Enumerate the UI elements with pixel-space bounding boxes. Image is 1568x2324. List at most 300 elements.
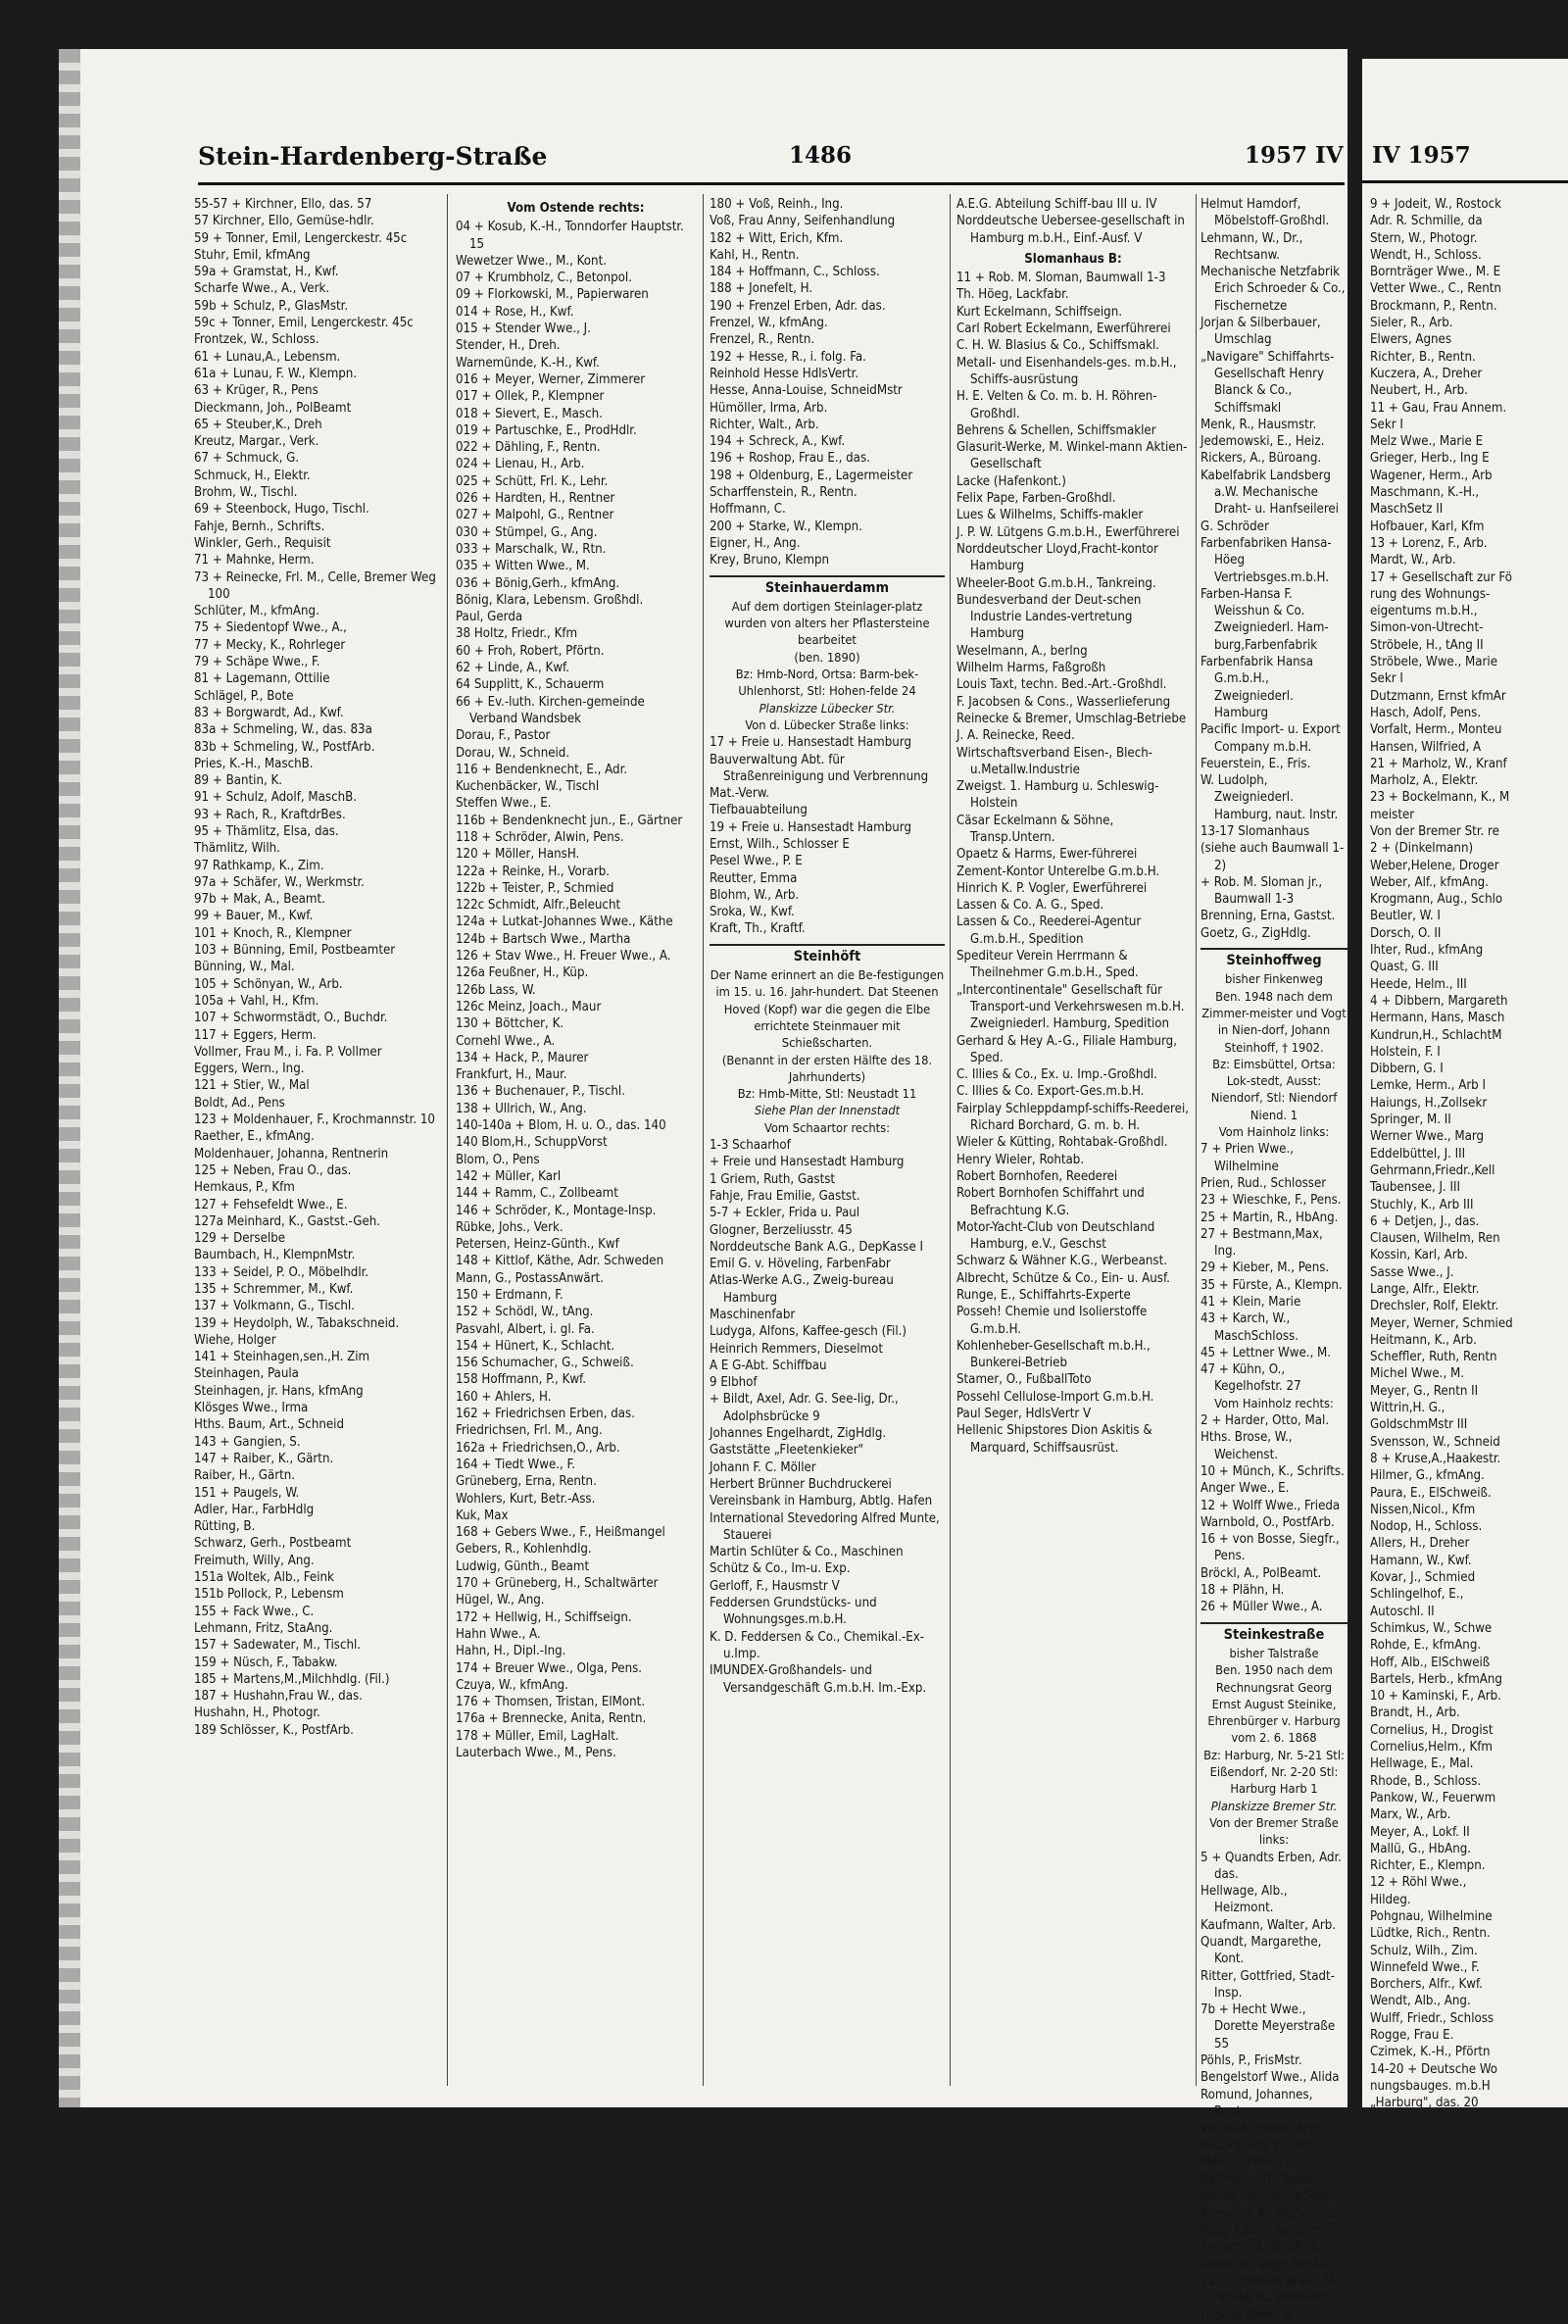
directory-entry: Dorau, W., Schneid. <box>456 745 570 761</box>
directory-entry: Opaetz & Harms, Ewer-führerei <box>956 847 1138 863</box>
directory-entry: Weber,Helene, Droger <box>1370 858 1499 873</box>
directory-entry: Hofbauer, Karl, Kfm <box>1370 519 1485 534</box>
directory-entry: Mardt, W., Arb. <box>1370 553 1456 569</box>
directory-entry: Bünning, W., Mal. <box>194 960 295 975</box>
directory-entry: 47 + Kühn, O., Kegelhofstr. 27 <box>1200 1362 1301 1395</box>
directory-entry: Schwarz, Gerh., Postbeamt <box>194 1536 352 1552</box>
directory-entry: Hellwage, E., Mal. <box>1370 1756 1474 1772</box>
directory-entry: H. E. Velten & Co. m. b. H. Röhren-Großhdl. <box>956 389 1157 421</box>
directory-entry: Helmut Hamdorf, Möbelstoff-Großhdl. <box>1200 197 1330 229</box>
directory-entry: Kreutz, Margar., Verk. <box>194 434 319 450</box>
directory-entry: F. Jacobsen & Cons., Wasserlieferung <box>956 694 1171 710</box>
directory-entry: Scharffenstein, R., Rentn. <box>710 485 858 501</box>
directory-entry: 5 + Quandts Erben, Adr. das. <box>1200 1850 1342 1882</box>
directory-entry: 83 + Borgwardt, Ad., Kwf. <box>194 705 344 720</box>
directory-entry: Sasse Wwe., J. <box>1370 1264 1454 1280</box>
directory-entry: 126c Meinz, Joach., Maur <box>456 999 602 1014</box>
directory-entry: 174 + Breuer Wwe., Olga, Pens. <box>456 1660 643 1676</box>
directory-entry: Nissen,Nicol., Kfm <box>1370 1502 1476 1517</box>
directory-entry: 9 Elbhof <box>710 1375 758 1391</box>
directory-entry: 2 + (Dinkelmann) <box>1370 841 1474 857</box>
directory-entry: eigentums m.b.H., <box>1370 604 1478 619</box>
directory-entry: Von der Bremer Str. re <box>1370 823 1499 839</box>
directory-entry: Lehmann, W., Dr., Rechtsanw. <box>1200 230 1303 263</box>
directory-entry: 99 + Bauer, M., Kwf. <box>194 909 314 924</box>
directory-entry: 10 + Münch, K., Schrifts. <box>1200 1463 1345 1479</box>
directory-entry: 196 + Roshop, Frau E., das. <box>710 451 870 467</box>
directory-entry: Farben-Hansa F. Weisshun & Co. Zweigniederl. Ham-burg,Farbenfabrik <box>1200 586 1329 653</box>
street-note: Siehe Plan der Innenstadt <box>754 1104 901 1119</box>
directory-entry: Stuhr, Emil, kfmAng <box>194 247 311 263</box>
directory-entry: Brohm, W., Tischl. <box>194 485 298 501</box>
directory-entry: Pöhls, P., FrisMstr. <box>1200 2053 1302 2069</box>
street-note: Bz: Hmb-Nord, Ortsa: Barm-bek-Uhlenhorst, Stl: Hohen-felde 24 <box>735 668 919 700</box>
directory-entry: 184 + Hoffmann, C., Schloss. <box>710 265 880 280</box>
directory-entry: 55-57 + Kirchner, Ello, das. 57 <box>194 197 372 212</box>
directory-entry: Atlas-Werke A.G., Zweig-bureau Hamburg <box>710 1273 894 1306</box>
directory-entry: Hamann, W., Kwf. <box>1370 1553 1472 1568</box>
directory-entry: Brenning, Erna, Gastst. <box>1200 909 1336 924</box>
directory-entry: 81 + Lagemann, Ottilie <box>194 671 330 687</box>
directory-entry: 61 + Lunau,A., Lebensm. <box>194 349 341 365</box>
facing-year-volume: IV 1957 <box>1372 142 1471 169</box>
directory-entry: Sekr I <box>1370 417 1403 432</box>
directory-entry: 63 + Krüger, R., Pens <box>194 383 318 399</box>
directory-entry: 126a Feußner, H., Küp. <box>456 965 589 981</box>
directory-entry: 159 + Nüsch, F., Tabakw. <box>194 1655 338 1670</box>
directory-entry: Louis Taxt, techn. Bed.-Art.-Großhdl. <box>956 677 1167 693</box>
directory-entry: Th. Höeg, Lackfabr. <box>956 287 1069 303</box>
directory-entry: Lüdtke, Rich., Rentn. <box>1370 1926 1491 1942</box>
directory-entry: 2 + Harder, Otto, Mal. <box>1200 1413 1330 1429</box>
directory-entry: C. Illies & Co. Export-Ges.m.b.H. <box>956 1084 1145 1100</box>
street-note: Vom Hainholz rechts: <box>1214 1396 1334 1411</box>
directory-entry: 200 + Starke, W., Klempn. <box>710 519 862 534</box>
directory-entry: Meyer, A., Lokf. II <box>1370 1824 1470 1840</box>
directory-entry: 18 + Plähn, H. <box>1200 1583 1285 1599</box>
directory-entry: 190 + Frenzel Erben, Adr. das. <box>710 298 886 314</box>
directory-entry: Kuchenbäcker, W., Tischl <box>456 779 600 795</box>
directory-entry: Mann, G., PostassAnwärt. <box>456 1270 604 1286</box>
directory-entry: Ernst, Wilh., Schlosser E <box>710 836 850 852</box>
directory-entry: 152 + Schödl, W., tAng. <box>456 1305 594 1320</box>
directory-entry: Wewetzer Wwe., M., Kont. <box>456 253 607 269</box>
directory-entry: 7a + Schmille Wwe., M. <box>1200 2273 1339 2289</box>
directory-entry: Rohde, E., kfmAng. <box>1370 1638 1482 1654</box>
directory-entry: 024 + Lienau, H., Arb. <box>456 457 585 472</box>
directory-entry: 64 Supplitt, K., Schauerm <box>456 677 605 693</box>
directory-entry: Clausen, Wilhelm, Ren <box>1370 1231 1500 1247</box>
header-rule <box>198 182 1345 185</box>
street-section-heading: Steinhöft <box>710 944 945 965</box>
directory-entry: 143 + Gangien, S. <box>194 1434 301 1450</box>
page-binding-edge <box>59 49 80 2107</box>
directory-entry: 09 + Florkowski, M., Papierwaren <box>456 287 649 303</box>
directory-entry: Menk, R., Hausmstr. <box>1200 417 1317 432</box>
directory-entry: Rütting, B. <box>194 1519 256 1535</box>
directory-entry: Michel Wwe., M. <box>1370 1366 1464 1382</box>
directory-entry: Gaststätte „Fleetenkieker" <box>710 1443 864 1459</box>
directory-entry: 11 + Rob. M. Sloman, Baumwall 1-3 <box>956 271 1166 286</box>
directory-entry: 176 + Thomsen, Tristan, ElMont. <box>456 1695 646 1710</box>
directory-entry: Lange, Alfr., Elektr. <box>1370 1282 1480 1297</box>
directory-entry: Maschinenfabr <box>710 1308 796 1322</box>
directory-entry: Runge, E., Schiffahrts-Experte <box>956 1288 1131 1303</box>
directory-entry: 79 + Schäpe Wwe., F. <box>194 655 320 670</box>
directory-entry: Kaufmann, Walter, Arb. <box>1200 1917 1337 1933</box>
directory-entry: rung des Wohnungs- <box>1370 586 1491 602</box>
directory-entry: Pacific Import- u. Export Company m.b.H. <box>1200 722 1341 755</box>
directory-entry: Robert Bornhofen, Reederei <box>956 1168 1118 1184</box>
directory-entry: nungsbauges. m.b.H <box>1370 2078 1491 2094</box>
directory-entry: 162 + Friedrichsen Erben, das. <box>456 1407 635 1422</box>
directory-entry: 13-17 Slomanhaus <box>1200 823 1310 839</box>
directory-entry: 157 + Sadewater, M., Tischl. <box>194 1638 362 1654</box>
directory-entry: Hinrich K. P. Vogler, Ewerführerei <box>956 880 1148 896</box>
directory-entry: 45 + Lettner Wwe., M. <box>1200 1345 1332 1360</box>
directory-entry: 124a + Lutkat-Johannes Wwe., Käthe <box>456 915 673 930</box>
facing-header-rule <box>1362 180 1568 183</box>
directory-entry: Motor-Yacht-Club von Deutschland Hamburg, e.V., Geschst <box>956 1219 1155 1253</box>
directory-entry: 017 + Ollek, P., Klempner <box>456 389 605 405</box>
directory-entry: Friedrichsen, Frl. M., Ang. <box>456 1423 603 1439</box>
directory-entry: Klug, Adam, Rentner <box>1200 2223 1321 2239</box>
directory-entry: Schlägel, P., Bote <box>194 688 294 704</box>
directory-entry: Pries, K.-H., MaschB. <box>194 756 314 771</box>
directory-entry: 59a + Gramstat, H., Kwf. <box>194 265 339 280</box>
directory-entry: 151a Woltek, Alb., Feink <box>194 1570 334 1586</box>
directory-entry: Beutler, W. I <box>1370 909 1441 924</box>
directory-entry: Emil G. v. Höveling, FarbenFabr <box>710 1257 891 1272</box>
directory-entry: Schütz & Co., Im-u. Exp. <box>710 1561 851 1577</box>
directory-column-5 <box>1200 196 1348 2323</box>
directory-entry: Vorfalt, Herm., Monteu <box>1370 722 1502 738</box>
directory-entry: Wieler & Kütting, Rohtabak-Großhdl. <box>956 1135 1168 1151</box>
directory-entry: Wheeler-Boot G.m.b.H., Tankreing. <box>956 575 1156 591</box>
directory-entry: Raether, E., kfmAng. <box>194 1129 315 1145</box>
street-section-heading: Steinhauerdamm <box>710 575 945 597</box>
directory-entry: Dieckmann, Joh., PolBeamt <box>194 400 352 416</box>
directory-entry: Marx, W., Arb. <box>1370 1807 1451 1823</box>
directory-entry: 1 Griem, Ruth, Gastst <box>710 1171 836 1187</box>
directory-entry: 116b + Bendenknecht jun., E., Gärtner <box>456 813 683 828</box>
directory-entry: 127 + Fehsefeldt Wwe., E. <box>194 1197 348 1212</box>
directory-entry: Boldt, Ad., Pens <box>194 1095 285 1111</box>
directory-entry: Ihter, Rud., kfmAng <box>1370 943 1484 959</box>
directory-entry: 151b Pollock, P., Lebensm <box>194 1587 344 1603</box>
facing-directory-column <box>1370 196 1566 2111</box>
directory-entry: Martin Schlüter & Co., Maschinen <box>710 1545 904 1560</box>
directory-entry: Felix Pape, Farben-Großhdl. <box>956 491 1116 507</box>
directory-entry: 150 + Erdmann, F. <box>456 1288 564 1303</box>
directory-page <box>59 49 1348 2323</box>
directory-entry: 126 + Stav Wwe., H. Freuer Wwe., A. <box>456 949 671 964</box>
directory-entry: 030 + Stümpel, G., Ang. <box>456 524 598 540</box>
street-section-heading: Steinkestraße <box>1200 1622 1348 1644</box>
column-divider <box>447 194 448 2086</box>
directory-entry: Schlüter, M., kfmAng. <box>194 604 319 619</box>
directory-entry: Hoffmann, C. <box>710 502 786 518</box>
directory-entry: 156 Schumacher, G., Schweiß. <box>456 1356 634 1371</box>
directory-entry: Mat.-Verw. <box>710 786 769 802</box>
directory-entry: 015 + Stender Wwe., J. <box>456 321 591 337</box>
directory-entry: Lassen & Co., Reederei-Agentur G.m.b.H., Spedition <box>956 915 1142 947</box>
directory-entry: Bornträger Wwe., M. E <box>1370 265 1501 280</box>
directory-entry: Eigner, H., Ang. <box>710 535 801 551</box>
street-note: Ben. 1948 nach dem Zimmer-meister und Vogt in Nien-dorf, Johann Steinhoff, † 1902. <box>1201 989 1347 1056</box>
directory-entry: Hildeg. <box>1370 1892 1411 1907</box>
directory-entry: Maschmann, K.-H., <box>1370 485 1480 501</box>
street-note: Ben. 1950 nach dem Rechnungsrat Georg Ernst August Steinike, Ehrenbürger v. Harburg vom 2. 6. 1868 <box>1207 1663 1341 1747</box>
directory-entry: Schmuck, H., Elektr. <box>194 468 311 483</box>
directory-entry: Mandel Wwe., F. <box>1200 2154 1295 2170</box>
directory-entry: Klösges Wwe., Irma <box>194 1401 309 1416</box>
subsection-heading: Slomanhaus B: <box>1024 251 1122 267</box>
directory-entry: 83b + Schmeling, W., PostfArb. <box>194 739 375 755</box>
directory-entry: 16 + von Bosse, Siegfr., Pens. <box>1200 1532 1340 1564</box>
street-note: Auf dem dortigen Steinlager-platz wurden von alters her Pflastersteine bearbeitet <box>724 599 930 649</box>
directory-entry: Melz Wwe., Marie E <box>1370 434 1484 450</box>
directory-entry: Czimek, K.-H., Pförtn <box>1370 2045 1491 2060</box>
directory-column-2 <box>456 196 696 2088</box>
directory-entry: Norddeutsche Uebersee-gesellschaft in Hamburg m.b.H., Einf.-Ausf. V <box>956 214 1185 246</box>
directory-entry: Heede, Helm., III <box>1370 976 1467 992</box>
directory-entry: Stern, W., Photogr. <box>1370 230 1478 246</box>
directory-entry: Schulz, Wilh., Zim. <box>1370 1943 1478 1958</box>
directory-column-1 <box>194 196 439 2088</box>
directory-entry: K. D. Feddersen & Co., Chemikal.-Ex-u.Imp. <box>710 1629 925 1661</box>
directory-entry: Thämlitz, Wilh. <box>194 841 280 857</box>
street-note: (ben. 1890) <box>794 650 860 666</box>
directory-entry: 91 + Schulz, Adolf, MaschB. <box>194 790 358 806</box>
directory-entry: Spediteur Verein Herrmann & Theilnehmer G.m.b.H., Sped. <box>956 949 1139 981</box>
directory-entry: 07 + Krumbholz, C., Betonpol. <box>456 271 632 286</box>
directory-entry: 14-20 + Deutsche Wo <box>1370 2061 1498 2077</box>
directory-entry: Dorsch, O. II <box>1370 925 1442 941</box>
street-note: Planskizze Bremer Str. <box>1210 1799 1338 1814</box>
directory-entry: Neubert, H., Arb. <box>1370 383 1468 399</box>
directory-entry: (siehe auch Baumwall 1-2) <box>1200 841 1345 873</box>
directory-entry: Ströbele, H., tAng II <box>1370 637 1484 653</box>
directory-entry: Steffen Wwe., E. <box>456 796 552 812</box>
directory-entry: 89 + Bantin, K. <box>194 773 283 789</box>
directory-entry: 23 + Wieschke, F., Pens. <box>1200 1193 1342 1209</box>
directory-entry: Petersen, Heinz-Günth., Kwf <box>456 1237 619 1253</box>
directory-entry: Vetter Wwe., C., Rentn <box>1370 281 1501 297</box>
directory-entry: 141 + Steinhagen,sen.,H. Zim <box>194 1350 370 1365</box>
directory-entry: 43 + Karch, W., MaschSchloss. <box>1200 1311 1298 1344</box>
directory-entry: Kuk, Max <box>456 1508 509 1523</box>
directory-entry: Quast, G. III <box>1370 960 1439 975</box>
directory-entry: Wohlers, Kurt, Betr.-Ass. <box>456 1491 596 1507</box>
directory-entry: 1-3 Schaarhof <box>710 1138 791 1154</box>
directory-entry: Cornehl Wwe., A. <box>456 1033 556 1049</box>
directory-entry: Tiefbauabteilung <box>710 803 808 818</box>
directory-entry: Scheffler, Ruth, Rentn <box>1370 1350 1497 1365</box>
directory-entry: Brockmann, P., Rentn. <box>1370 298 1497 314</box>
directory-entry: Raiber, H., Gärtn. <box>194 1468 296 1484</box>
directory-entry: Pesel Wwe., P. E <box>710 854 803 869</box>
directory-entry: Posseh! Chemie und Isolierstoffe G.m.b.H. <box>956 1305 1148 1337</box>
directory-entry: 97 Rathkamp, K., Zim. <box>194 858 324 873</box>
directory-entry: 13 + Lorenz, F., Arb. <box>1370 535 1488 551</box>
directory-entry: Norddeutsche Bank A.G., DepKasse I <box>710 1239 924 1255</box>
directory-entry: Zement-Kontor Unterelbe G.m.b.H. <box>956 864 1160 879</box>
directory-entry: Baumbach, H., KlempnMstr. <box>194 1248 356 1263</box>
directory-entry: Winnefeld Wwe., F. <box>1370 1959 1480 1975</box>
street-note: Von d. Lübecker Straße links: <box>745 717 909 733</box>
directory-entry: Meyer, Werner, Schmied <box>1370 1315 1513 1331</box>
directory-entry: 118 + Schröder, Alwin, Pens. <box>456 829 624 845</box>
directory-entry: Paul, Gerda <box>456 610 523 625</box>
directory-entry: „Harburg", das. 20 <box>1370 2096 1479 2111</box>
directory-entry: Lacke (Hafenkont.) <box>956 473 1066 489</box>
column-divider <box>703 194 704 2086</box>
directory-entry: Hahn Wwe., A. <box>456 1626 541 1642</box>
directory-entry: 133 + Seidel, P. O., Möbelhdlr. <box>194 1264 369 1280</box>
directory-entry: 23 + Bockelmann, K., M <box>1370 790 1510 806</box>
directory-entry: Anger Wwe., E. <box>1200 1481 1290 1497</box>
directory-entry: Hths. Brose, W., Weichenst. <box>1200 1430 1293 1462</box>
directory-entry: Johann F. C. Möller <box>710 1459 816 1475</box>
directory-entry: 7 + Prien Wwe., Wilhelmine <box>1200 1142 1294 1174</box>
directory-entry: 107 + Schwormstädt, O., Buchdr. <box>194 1011 388 1026</box>
directory-entry: Wirtschaftsverband Eisen-, Blech- u.Metallw.Industrie <box>956 745 1153 777</box>
directory-entry: 121 + Stier, W., Mal <box>194 1078 310 1094</box>
directory-entry: Pasvahl, Albert, i. gl. Fa. <box>456 1321 595 1337</box>
directory-entry: Bengelstorf Wwe., Alida <box>1200 2070 1340 2086</box>
directory-entry: Kahl, H., Rentn. <box>710 247 800 263</box>
directory-entry: 164 + Tiedt Wwe., F. <box>456 1457 576 1472</box>
directory-entry: Kossin, Karl, Arb. <box>1370 1248 1468 1263</box>
directory-entry: Steinhagen, jr. Hans, kfmAng <box>194 1383 364 1399</box>
directory-entry: 105a + Vahl, H., Kfm. <box>194 993 319 1009</box>
directory-entry: Schmille, R., BkBeamt. <box>1200 2291 1333 2306</box>
directory-entry: Stuchly, K., Arb III <box>1370 1197 1474 1212</box>
directory-entry: 25 + Martin, R., HbAng. <box>1200 1210 1339 1225</box>
street-note: Bz: Eimsbüttel, Ortsa: Lok-stedt, Ausst: Niendorf, Stl: Niendorf Niend. 1 <box>1210 1057 1338 1123</box>
directory-entry: Carl Robert Eckelmann, Ewerführerei <box>956 321 1171 337</box>
directory-entry: Gehrmann,Friedr.,Kell <box>1370 1162 1495 1178</box>
directory-entry: Adr. R. Schmille, da <box>1370 214 1483 229</box>
subsection-heading: Vom Ostende rechts: <box>507 201 645 216</box>
street-note: Bz: Harburg, Nr. 5-21 Stl: Eißendorf, Nr. 2-20 Stl: Harburg Harb 1 <box>1203 1748 1345 1798</box>
directory-entry: Taubensee, J. III <box>1370 1180 1461 1196</box>
directory-entry: 136 + Buchenauer, P., Tischl. <box>456 1084 625 1100</box>
directory-entry: 187 + Hushahn,Frau W., das. <box>194 1689 363 1705</box>
directory-entry: Henry Wieler, Rohtab. <box>956 1152 1085 1167</box>
directory-entry: Blohm, W., Arb. <box>710 887 800 903</box>
directory-entry: 59 + Tonner, Emil, Lengerckestr. 45c <box>194 230 408 246</box>
directory-entry: Kabelfabrik Landsberg a.W. Mechanische Draht- u. Hanfseilerei <box>1200 468 1340 518</box>
directory-entry: W. Ludolph, Zweigniederl. Hamburg, naut. Instr. <box>1200 773 1339 822</box>
directory-entry: Reinhold Hesse HdlsVertr. <box>710 366 859 381</box>
directory-entry: Lauterbach Wwe., M., Pens. <box>456 1746 616 1761</box>
directory-entry: Mechanische Netzfabrik Erich Schroeder & Co., Fischernetze <box>1200 265 1346 314</box>
directory-entry: Johannes Engelhardt, ZigHdlg. <box>710 1426 887 1442</box>
directory-entry: Weselmann, A., berlng <box>956 643 1088 659</box>
directory-entry: Norddeutscher Lloyd,Fracht-kontor Hamburg <box>956 541 1158 574</box>
directory-entry: 129 + Derselbe <box>194 1231 286 1247</box>
directory-entry: 21 + Marholz, W., Kranf <box>1370 756 1507 771</box>
directory-entry: Romund, Johannes, Rentn. <box>1200 2087 1313 2119</box>
directory-entry: 77 + Mecky, K., Rohrleger <box>194 637 346 653</box>
directory-entry: 4 + Dibbern, Margareth <box>1370 993 1508 1009</box>
directory-entry: IMUNDEX-Großhandels- und Versandgeschäft G.m.b.H. Im.-Exp. <box>710 1663 927 1696</box>
directory-entry: 122c Schmidt, Alfr.,Beleucht <box>456 898 621 914</box>
directory-entry: Bröckl, A., PolBeamt. <box>1200 1565 1322 1581</box>
directory-entry: Fahje, Frau Emilie, Gastst. <box>710 1188 860 1204</box>
directory-entry: 105 + Schönyan, W., Arb. <box>194 976 343 992</box>
directory-entry: 189 Schlösser, K., PostfArb. <box>194 1722 354 1738</box>
directory-entry: Kovar, J., Schmied <box>1370 1570 1476 1586</box>
directory-entry: Lemke, Herm., Arb I <box>1370 1078 1486 1094</box>
facing-page <box>1362 59 1568 2111</box>
directory-entry: 29 + Kieber, M., Pens. <box>1200 1261 1330 1276</box>
directory-entry: Goetz, G., ZigHdlg. <box>1200 925 1311 941</box>
directory-entry: Rickers, A., Büroang. <box>1200 451 1322 467</box>
directory-entry: Drechsler, Rolf, Elektr. <box>1370 1299 1499 1314</box>
directory-entry: 93 + Rach, R., KraftdrBes. <box>194 807 346 822</box>
directory-entry: Lockau Wwe., S. <box>1200 2307 1296 2323</box>
directory-entry: 014 + Rose, H., Kwf. <box>456 304 574 320</box>
directory-entry: 127a Meinhard, K., Gastst.-Geh. <box>194 1213 381 1229</box>
directory-entry: „Navigare" Schiffahrts-Gesellschaft Henry Blanck & Co., Schiffsmakl <box>1200 349 1335 416</box>
directory-entry: Richter, Walt., Arb. <box>710 417 819 432</box>
directory-entry: 61a + Lunau, F. W., Klempn. <box>194 366 358 381</box>
directory-entry: Cäsar Eckelmann & Söhne, Transp.Untern. <box>956 813 1114 845</box>
year-volume: 1957 IV <box>1245 142 1344 169</box>
street-note: Vom Schaartor rechts: <box>763 1120 891 1136</box>
directory-entry: Hahn, H., Dipl.-Ing. <box>456 1644 566 1659</box>
directory-entry: 140-140a + Blom, H. u. O., das. 140 <box>456 1118 666 1134</box>
directory-entry: 124b + Bartsch Wwe., Martha <box>456 931 631 947</box>
directory-entry: Wendt, H., Schloss. <box>1370 247 1482 263</box>
directory-entry: Brandt, H., Arb. <box>1370 1706 1460 1721</box>
directory-entry: 192 + Hesse, R., i. folg. Fa. <box>710 349 866 365</box>
directory-entry: 180 + Voß, Reinh., Ing. <box>710 197 844 212</box>
directory-entry: 135 + Schremmer, M., Kwf. <box>194 1282 354 1297</box>
directory-entry: Hemkaus, P., Kfm <box>194 1180 295 1196</box>
directory-entry: 59c + Tonner, Emil, Lengerckestr. 45c <box>194 316 414 331</box>
directory-entry: 134 + Hack, P., Maurer <box>456 1050 589 1065</box>
directory-entry: 38 Holtz, Friedr., Kfm <box>456 626 578 642</box>
directory-entry: Sekr I <box>1370 671 1403 687</box>
directory-entry: 5-7 + Eckler, Frida u. Paul <box>710 1206 860 1221</box>
directory-entry: Hügel, W., Ang. <box>456 1593 545 1608</box>
directory-entry: J. A. Reinecke, Reed. <box>956 728 1075 744</box>
directory-entry: Cornelius, H., Drogist <box>1370 1722 1494 1738</box>
page-number: 1486 <box>789 142 853 169</box>
directory-entry: Rhode, B., Schloss. <box>1370 1773 1482 1789</box>
directory-entry: 130 + Böttcher, K. <box>456 1016 564 1032</box>
directory-entry: Voß, Frau Anny, Seifenhandlung <box>710 214 896 229</box>
directory-entry: 122b + Teister, P., Schmied <box>456 880 614 896</box>
directory-entry: 170 + Grüneberg, H., Schaltwärter <box>456 1576 659 1592</box>
directory-entry: G. Schröder <box>1200 519 1269 534</box>
directory-entry: Allers, H., Dreher <box>1370 1536 1470 1552</box>
directory-entry: Frankfurt, H., Maur. <box>456 1067 567 1083</box>
directory-entry: Paura, E., ElSchweiß. <box>1370 1485 1492 1501</box>
directory-entry: GoldschmMstr III <box>1370 1417 1468 1433</box>
directory-entry: Rogge, Frau E. <box>1370 2028 1454 2044</box>
directory-entry: Frenzel, R., Rentn. <box>710 332 815 348</box>
directory-entry: A.E.G. Abteilung Schiff-bau III u. IV <box>956 197 1157 212</box>
directory-entry: Ludwig, Günth., Beamt <box>456 1558 590 1574</box>
directory-entry: 148 + Kittlof, Käthe, Adr. Schweden <box>456 1254 664 1269</box>
directory-entry: 7b + Hecht Wwe., Dorette Meyerstraße 55 <box>1200 2003 1336 2052</box>
directory-entry: 188 + Jonefelt, H. <box>710 281 813 297</box>
